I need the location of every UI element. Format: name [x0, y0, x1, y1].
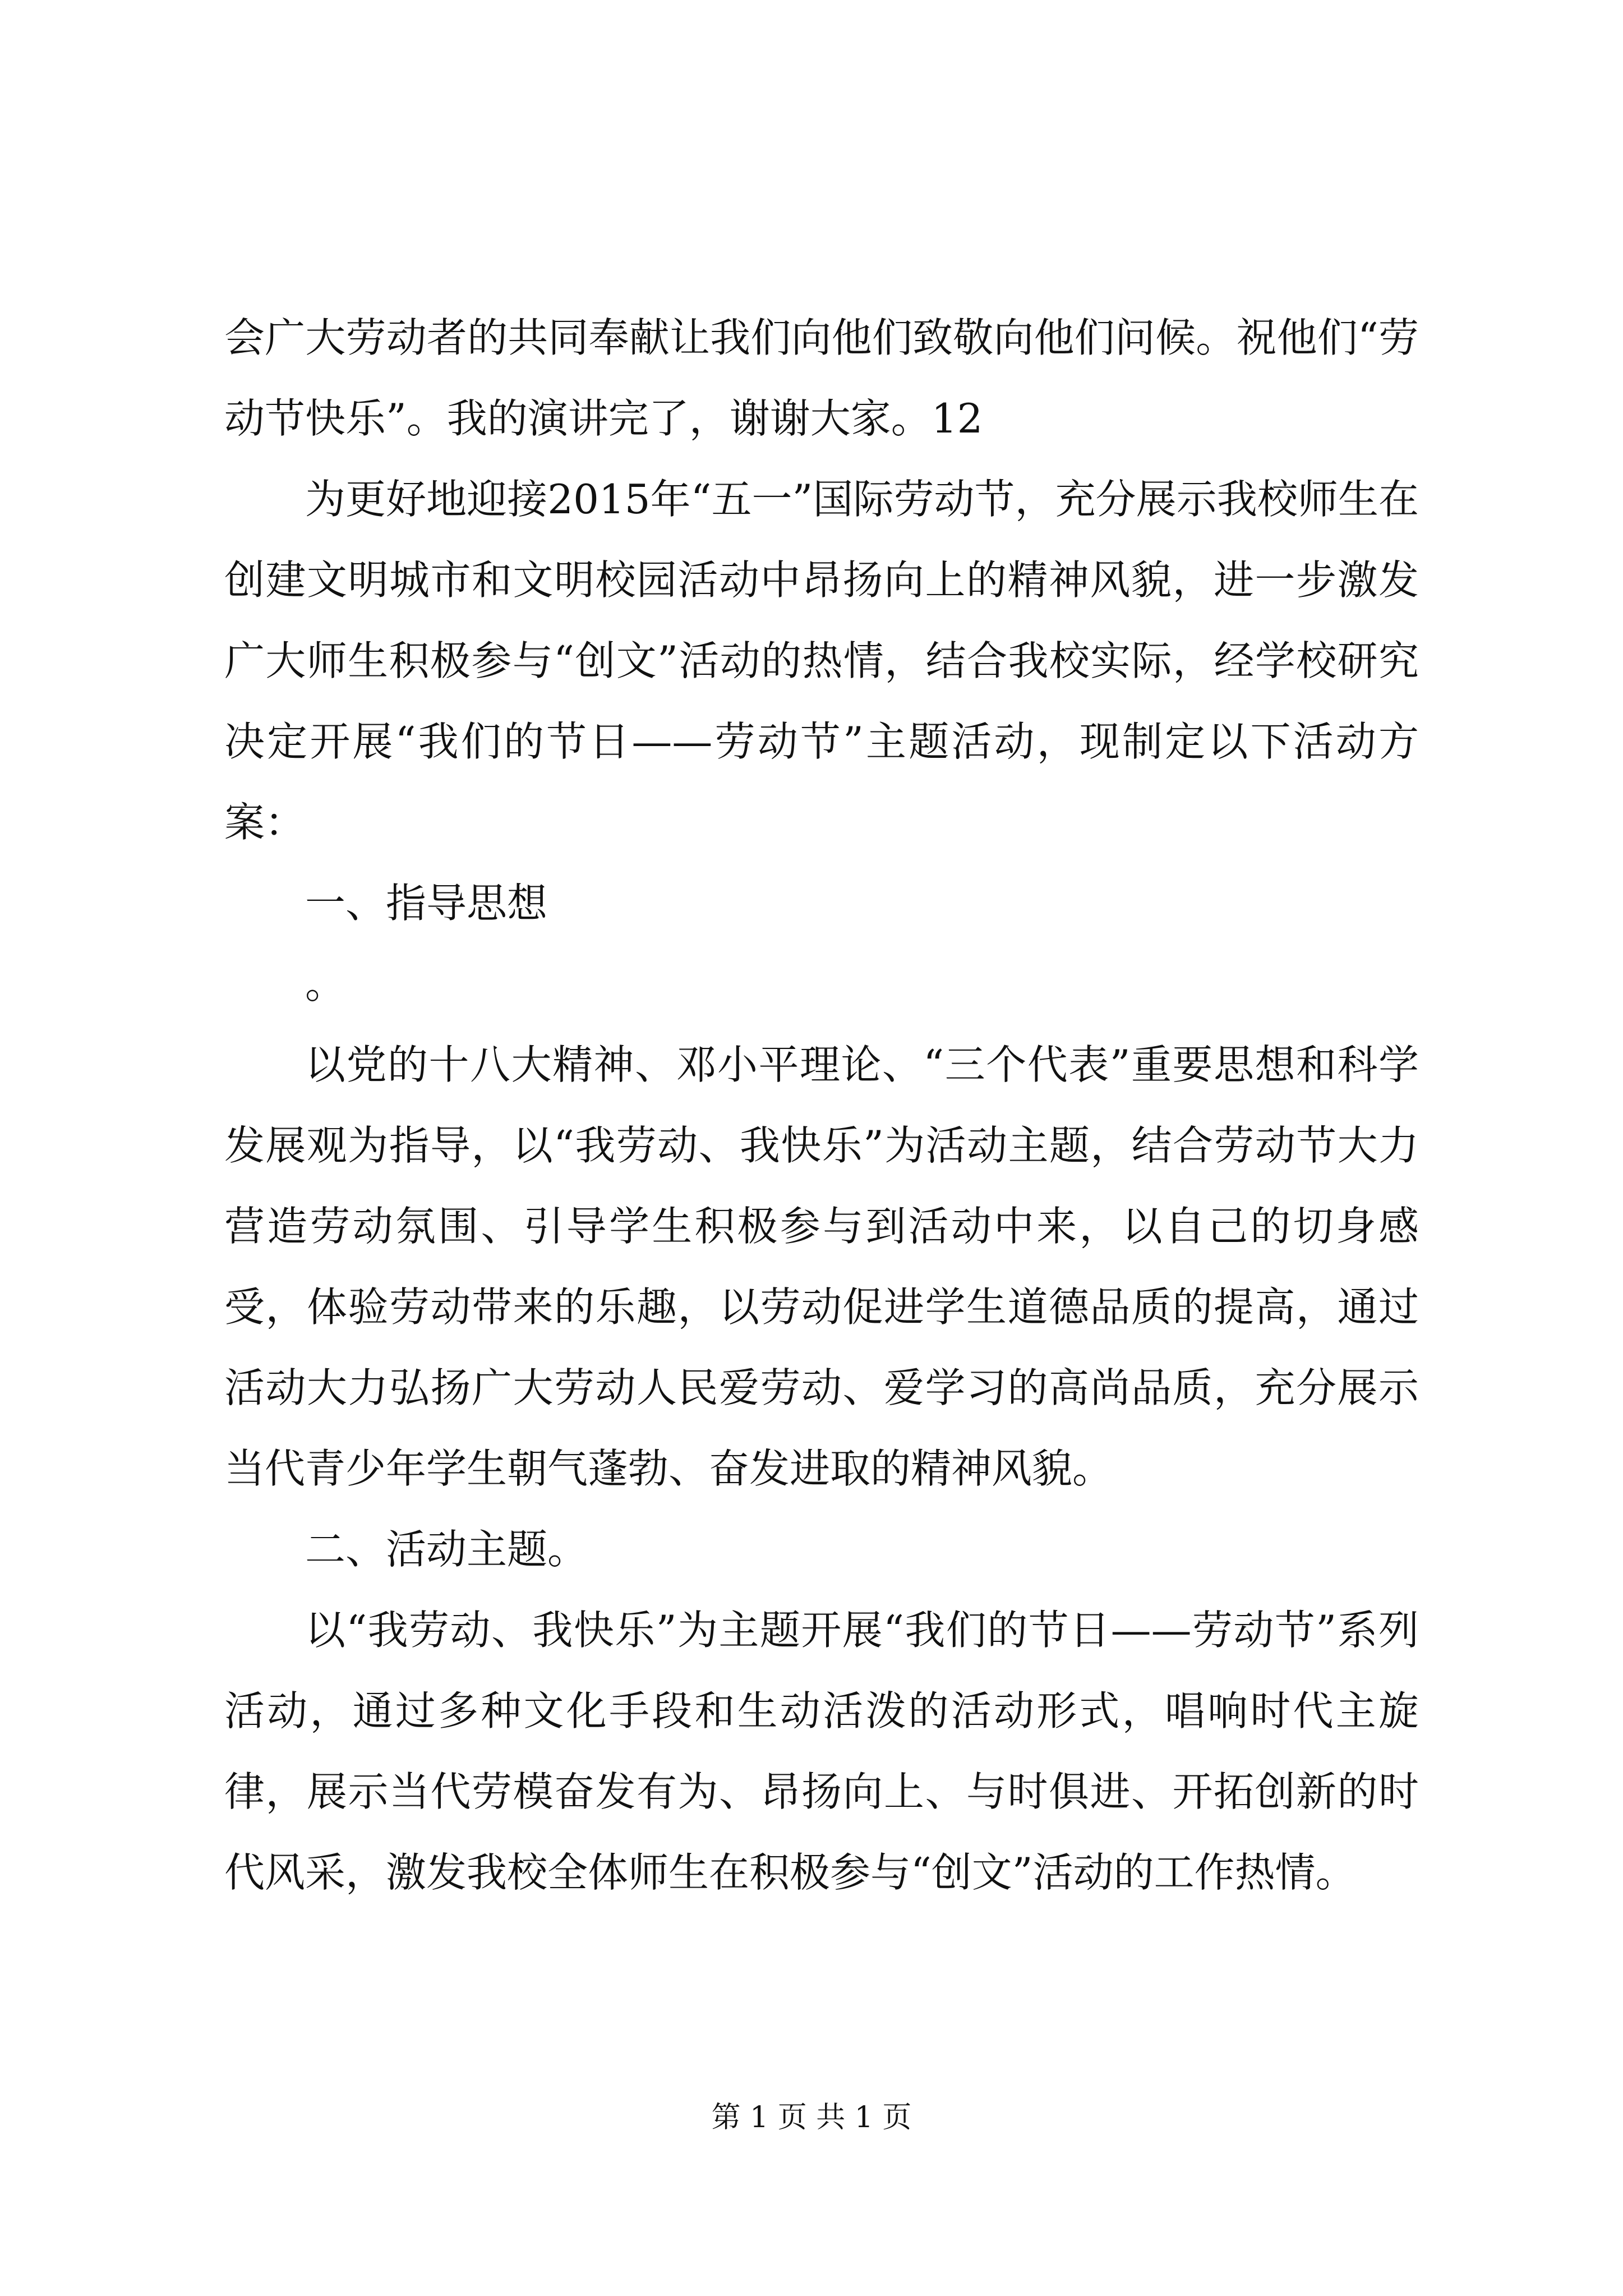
heading-guiding-ideology: 一、指导思想: [305, 880, 548, 927]
paragraph-intro: 为更好地迎接2015年“五一”国际劳动节，充分展示我校师生在创建文明城市和文明校园活动中昂扬向上的精神风貌，进一步激发广大师生积极参与“创文”活动的热情，结合我校实际，经学校研究决定开展“我们的节日——劳动节”主题活动，现制定以下活动方案：: [224, 476, 1419, 846]
page-number-footer: 第 1 页 共 1 页: [711, 2101, 912, 2134]
paragraph-closing-speech: 会广大劳动者的共同奉献让我们向他们致敬向他们问候。祝他们“劳动节快乐”。我的演讲完了，谢谢大家。12: [224, 314, 1419, 442]
paragraph-guiding-ideology: 以党的十八大精神、邓小平理论、“三个代表”重要思想和科学发展观为指导，以“我劳动、我快乐”为活动主题，结合劳动节大力营造劳动氛围、引导学生积极参与到活动中来，以自己的切身感受，体验劳动带来的乐趣，以劳动促进学生道德品质的提高，通过活动大力弘扬广大劳动人民爱劳动、爱学习的高尚品质，充分展示当代青少年学生朝气蓬勃、奋发进取的精神风貌。: [224, 1041, 1419, 1492]
paragraph-activity-theme: 以“我劳动、我快乐”为主题开展“我们的节日——劳动节”系列活动，通过多种文化手段和生动活泼的活动形式，唱响时代主旋律，展示当代劳模奋发有为、昂扬向上、与时俱进、开拓创新的时代风采，激发我校全体师生在积极参与“创文”活动的工作热情。: [224, 1607, 1419, 1896]
paragraph-stray-period: 。: [305, 960, 346, 1007]
heading-activity-theme: 二、活动主题。: [305, 1526, 588, 1573]
document-body: [224, 297, 1419, 1913]
